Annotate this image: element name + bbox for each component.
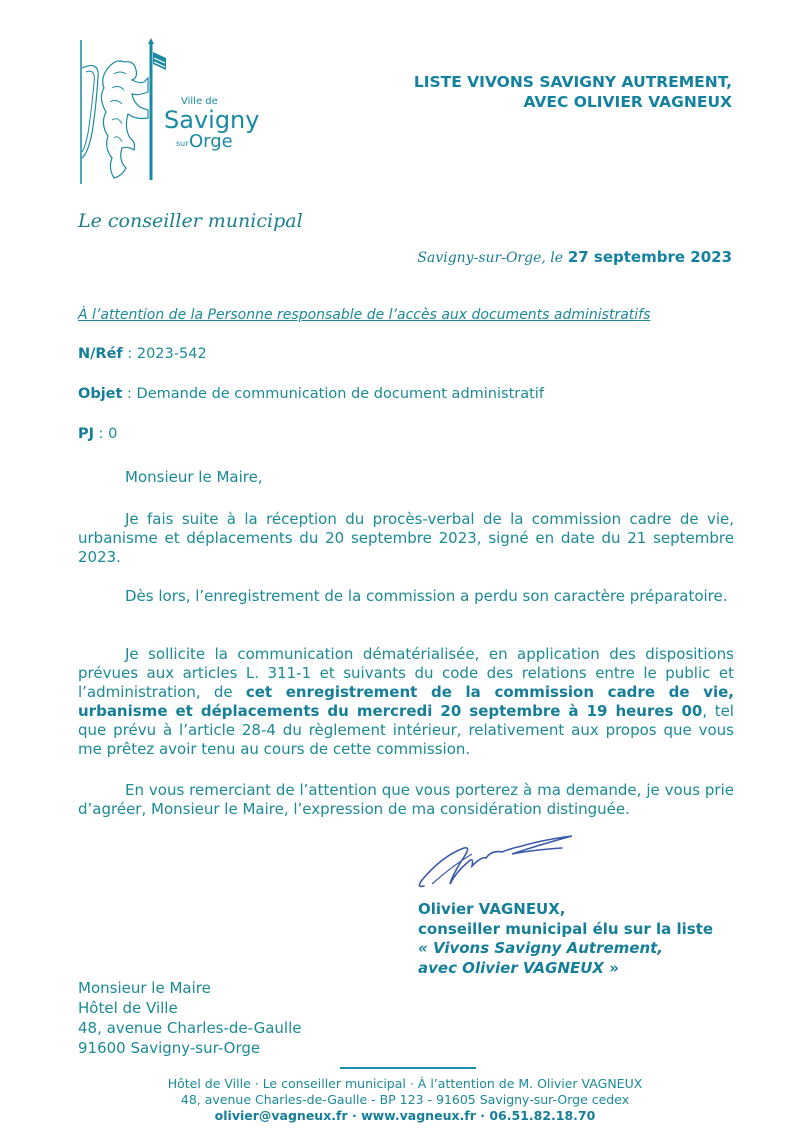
reference-label: N/Réf [78,346,123,362]
object-value: : Demande de communication de document administratif [122,386,544,402]
address-line3: 48, avenue Charles-de-Gaulle [78,1019,302,1037]
signer-name: Olivier VAGNEUX, [418,900,566,918]
paragraph-1 [78,510,734,567]
city-logo [78,38,260,188]
salutation-text: Monsieur le Maire, [125,468,263,486]
council-title: Le conseiller municipal [78,210,303,232]
signature-block [418,900,713,978]
signer-list-line2: avec Olivier VAGNEUX [418,958,604,977]
lion-emblem-icon [78,38,168,188]
footer-line2: 48, avenue Charles-de-Gaulle - BP 123 - 91605 Savigny-sur-Orge cedex [180,1092,630,1107]
dateline [417,248,732,266]
signer-list-close: » [604,958,619,977]
logo-ville-de: Ville de [181,96,218,107]
footer-website-link[interactable]: www.vagneux.fr [361,1108,476,1123]
dateline-place: Savigny-sur-Orge, le [417,250,564,266]
paragraph-3-start: Je sollicite la communication dématérialisée, en application des dispositions prévues aux articles L. 311-1 et suivants du code des relations entre le public et l’administration, de [78,645,734,701]
paragraph-3-end: , tel que prévu à l’article 28-4 du règlement intérieur, relativement aux propos que vous me prêtez avoir tenu au cours de cette commission. [78,702,734,758]
address-line2: Hôtel de Ville [78,999,178,1017]
logo-orge: Orge [189,131,233,152]
footer-separator: · [475,1108,490,1123]
dateline-date: 27 septembre 2023 [567,248,732,266]
paragraph-3-bold: cet enregistrement de la commission cadre de vie, urbanisme et déplacements du mercredi 20 septembre à 19 heures 00 [78,683,734,720]
paragraph-2-text: Dès lors, l’enregistrement de la commission a perdu son caractère préparatoire. [125,587,728,605]
footer-separator: · [347,1108,362,1123]
paragraph-3 [78,645,734,759]
signer-list-line1: « Vivons Savigny Autrement, [418,939,664,957]
reference-field [78,346,207,362]
object-label: Objet [78,386,123,402]
paragraph-4 [78,781,734,819]
signer-role: conseiller municipal élu sur la liste [418,919,714,938]
paragraph-1-text: Je fais suite à la réception du procès-verbal de la commission cadre de vie, urbanisme et déplacements du 20 septembre 2023, signé en date du 21 septembre 2023. [78,510,734,566]
object-field [78,386,544,402]
attention-line: À l’attention de la Personne responsable de l’accès aux documents administratifs [78,307,651,323]
attachments-field [78,426,117,442]
attachments-value: : 0 [94,426,118,442]
attachments-label: PJ [78,426,95,442]
list-header [414,72,732,112]
reference-value: : 2023-542 [122,346,207,362]
address-line4: 91600 Savigny-sur-Orge [78,1039,261,1057]
recipient-address [78,978,302,1058]
footer-line1: Hôtel de Ville · Le conseiller municipal · À l’attention de M. Olivier VAGNEUX [167,1076,643,1091]
footer-divider [340,1067,476,1069]
list-header-line1: LISTE VIVONS SAVIGNY AUTREMENT, [413,73,732,91]
paragraph-4-text: En vous remerciant de l’attention que vous porterez à ma demande, je vous prie d’agréer, Monsieur le Maire, l’expression de ma considération distinguée. [78,781,734,818]
footer-contact [0,1108,810,1124]
footer-email-link[interactable]: olivier@vagneux.fr [214,1108,348,1123]
signature-scribble-icon [412,826,592,892]
list-header-line2: AVEC OLIVIER VAGNEUX [523,93,732,111]
salutation [78,468,734,487]
footer-phone: 06.51.82.18.70 [489,1108,596,1123]
handwritten-signature [412,826,592,892]
footer [0,1076,810,1124]
logo-savigny: Savigny [164,106,260,134]
logo-sur: sur [176,139,189,148]
address-line1: Monsieur le Maire [78,979,211,997]
paragraph-2 [78,587,734,606]
